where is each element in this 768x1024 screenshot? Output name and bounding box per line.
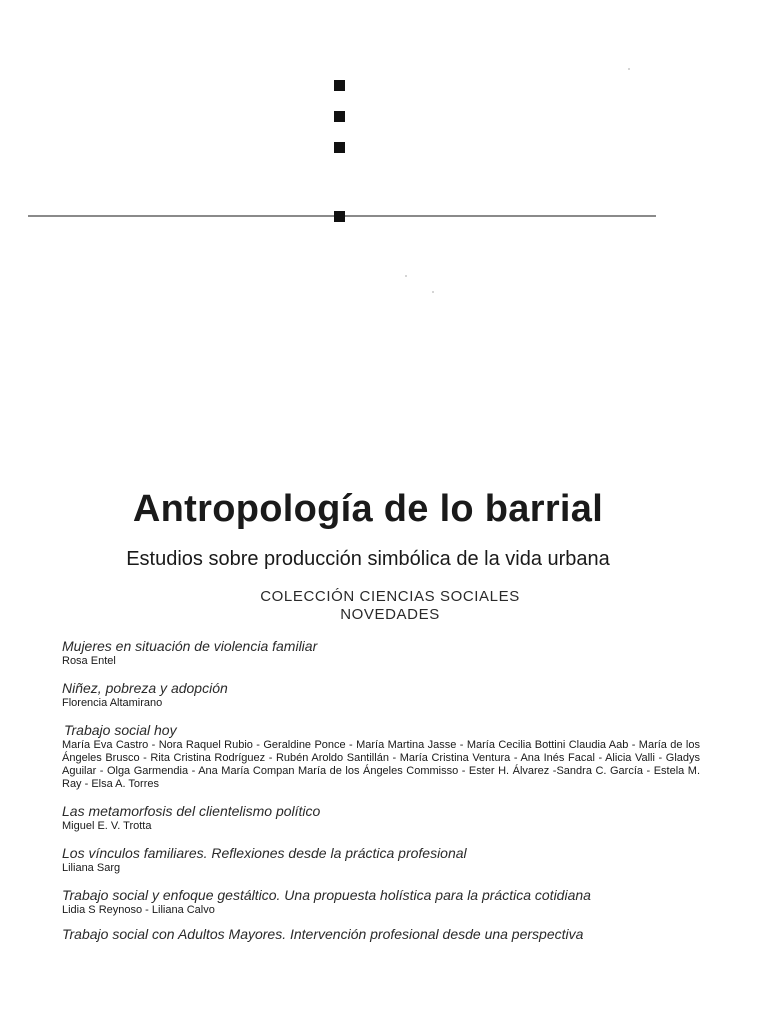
entry-authors: Miguel E. V. Trotta — [62, 820, 152, 832]
book-title: Antropología de lo barrial — [132, 488, 604, 530]
novedades-list — [62, 638, 700, 955]
list-item — [62, 638, 700, 668]
scan-speck — [628, 68, 630, 70]
entry-title: Trabajo social con Adultos Mayores. Intervención profesional desde una perspectiva — [62, 926, 584, 942]
entry-authors: Liliana Sarg — [62, 862, 121, 874]
list-item — [62, 887, 700, 917]
collection-section: NOVEDADES — [340, 606, 440, 623]
decorative-square-4 — [334, 211, 345, 222]
decorative-square-2 — [334, 111, 345, 122]
decorative-square-1 — [334, 80, 345, 91]
list-item — [62, 722, 700, 791]
list-item — [62, 803, 700, 833]
scan-speck — [432, 291, 434, 293]
entry-title: Niñez, pobreza y adopción — [62, 680, 228, 696]
entry-authors: María Eva Castro - Nora Raquel Rubio - Geraldine Ponce - María Martina Jasse - María Cecilia Bottini Claudia Aab - María de los Ángeles Brusco - Rita Cristina Rodríguez - Rubén Aroldo Santillán - María Cristina Ventura - Ana Inés Facal - Alicia Valli - Gladys Aguilar - Olga Garmendia - Ana María Compan María de los Ángeles Commisso - Ester H. Álvarez -Sandra C. García - Estela M. Ray - Elsa A. Torres — [62, 739, 700, 790]
entry-title: Mujeres en situación de violencia familiar — [62, 638, 318, 654]
entry-authors: Florencia Altamirano — [62, 697, 163, 709]
collection-header — [200, 588, 580, 624]
entry-title: Las metamorfosis del clientelismo político — [62, 803, 321, 819]
entry-authors: Rosa Entel — [62, 655, 116, 667]
entry-authors: Lidia S Reynoso - Liliana Calvo — [62, 904, 215, 916]
entry-title: Trabajo social hoy — [64, 722, 177, 738]
decorative-square-3 — [334, 142, 345, 153]
book-subtitle: Estudios sobre producción simbólica de la vida urbana — [126, 548, 610, 570]
entry-title: Los vínculos familiares. Reflexiones desde la práctica profesional — [62, 845, 467, 861]
entry-title: Trabajo social y enfoque gestáltico. Una propuesta holística para la práctica cotidiana — [62, 887, 591, 903]
list-item — [62, 680, 700, 710]
scan-speck — [405, 275, 407, 277]
collection-name: COLECCIÓN CIENCIAS SOCIALES — [260, 588, 520, 605]
list-item — [62, 926, 700, 943]
list-item — [62, 845, 700, 875]
